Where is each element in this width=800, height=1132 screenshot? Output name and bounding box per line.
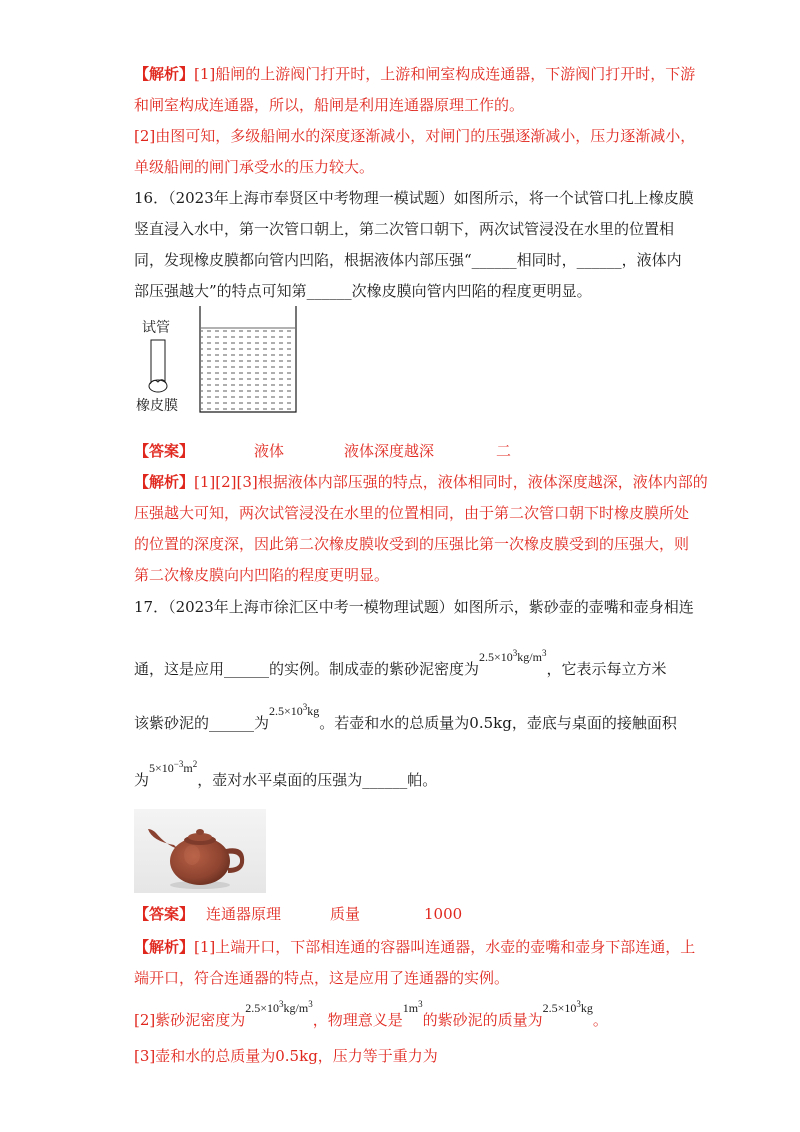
density-formula: 2.5×103kg/m3 — [479, 648, 547, 664]
answer-tag: 【答案】 — [134, 905, 195, 923]
q16-answer-2: 液体深度越深 — [344, 442, 435, 460]
q16-answer-1: 液体 — [254, 442, 285, 460]
analysis-tag: 【解析】 — [134, 938, 195, 956]
q17-line-4: 为$^{5\times 10^{-3}m^2}$，壶对水平桌面的压强为______帕。 — [134, 759, 438, 789]
q17-answer-1: 连通器原理 — [206, 905, 282, 923]
q15-analysis-line-4: 单级船闸的闸门承受水的压力较大。 — [134, 158, 375, 176]
mass-formula: 2.5×103kg — [269, 702, 320, 718]
q16-analysis-line-2: 压强越大可知，两次试管浸没在水里的位置相同，由于第二次管口朝下时橡皮膜所处 — [134, 504, 690, 522]
q16-analysis-line-1: 【解析】[1][2][3]根据液体内部压强的特点，液体相同时，液体深度越深，液体内部的 — [134, 473, 708, 491]
label-test-tube: 试管 — [142, 320, 170, 336]
q17-analysis-line-1: 【解析】[1]上端开口，下部相连通的容器叫连通器，水壶的壶嘴和壶身下部连通，上 — [134, 938, 696, 956]
q15-analysis-line-1: 【解析】[1]船闸的上游阀门打开时，上游和闸室构成连通器，下游阀门打开时，下游 — [134, 65, 696, 83]
q16-analysis-line-4: 第二次橡皮膜向内凹陷的程度更明显。 — [134, 566, 390, 584]
q16-analysis-line-3: 的位置的深度深，因此第二次橡皮膜收受到的压强比第一次橡皮膜受到的压强大，则 — [134, 535, 690, 553]
q17-analysis-line-3: [2]紫砂泥密度为$^{2.5\times 10^3kg/m^3}$，物理意义是$^{1m^3}$的紫砂泥的质量为$^{2.5\times 10^3kg}$。 — [134, 999, 608, 1029]
q17-answer-line — [134, 904, 463, 924]
q17-line-1: 17．（2023年上海市徐汇区中考一模物理试题）如图所示，紫砂壶的壶嘴和壶身相连 — [134, 598, 694, 616]
q17-analysis-line-4: [3]壶和水的总质量为0.5kg，压力等于重力为 — [134, 1047, 438, 1065]
test-tube-diagram-svg — [134, 304, 304, 416]
q17-analysis-line-2: 端开口，符合连通器的特点，这是应用了连通器的实例。 — [134, 969, 510, 987]
q16-line-2: 竖直浸入水中，第一次管口朝上，第二次管口朝下，两次试管浸没在水里的位置相 — [134, 220, 675, 238]
mass-formula-2: 2.5×103kg — [542, 999, 593, 1015]
q15-analysis-line-2: 和闸室构成连通器，所以，船闸是利用连通器原理工作的。 — [134, 96, 525, 114]
answer-tag: 【答案】 — [134, 442, 195, 460]
test-tube-shape — [151, 340, 165, 382]
volume-formula: 1m3 — [402, 999, 423, 1015]
analysis-tag: 【解析】 — [134, 65, 195, 83]
q17-answer-2: 质量 — [330, 905, 361, 923]
q16-line-1: 16．（2023年上海市奉贤区中考物理一模试题）如图所示，将一个试管口扎上橡皮膜 — [134, 189, 694, 207]
label-rubber-membrane: 橡皮膜 — [136, 398, 178, 414]
analysis-tag: 【解析】 — [134, 473, 195, 491]
water-fill — [201, 328, 295, 411]
teapot-svg — [134, 809, 266, 893]
density-formula-2: 2.5×103kg/m3 — [245, 999, 313, 1015]
q17-line-2: 通，这是应用______的实例。制成壶的紫砂泥密度为$^{2.5\times 10^3kg/m^3}$，它表示每立方米 — [134, 648, 667, 678]
area-formula: 5×10−3m2 — [149, 759, 198, 775]
q16-answer-line — [134, 441, 512, 461]
q16-line-4: 部压强越大”的特点可知第______次橡皮膜向管内凹陷的程度更明显。 — [134, 282, 592, 300]
teapot-image — [134, 809, 266, 897]
q16-answer-3: 二 — [496, 442, 512, 460]
q17-answer-3: 1000 — [424, 905, 463, 923]
test-tube-diagram — [134, 304, 304, 420]
q15-analysis-line-3: [2]由图可知，多级船闸水的深度逐渐减小，对闸门的压强逐渐减小，压力逐渐减小， — [134, 127, 696, 145]
q16-line-3: 同，发现橡皮膜都向管内凹陷，根据液体内部压强“______相同时，______，液体内 — [134, 251, 682, 269]
q17-line-3: 该紫砂泥的______为$^{2.5\times 10^3kg}$。若壶和水的总质量为0.5kg，壶底与桌面的接触面积 — [134, 702, 677, 732]
